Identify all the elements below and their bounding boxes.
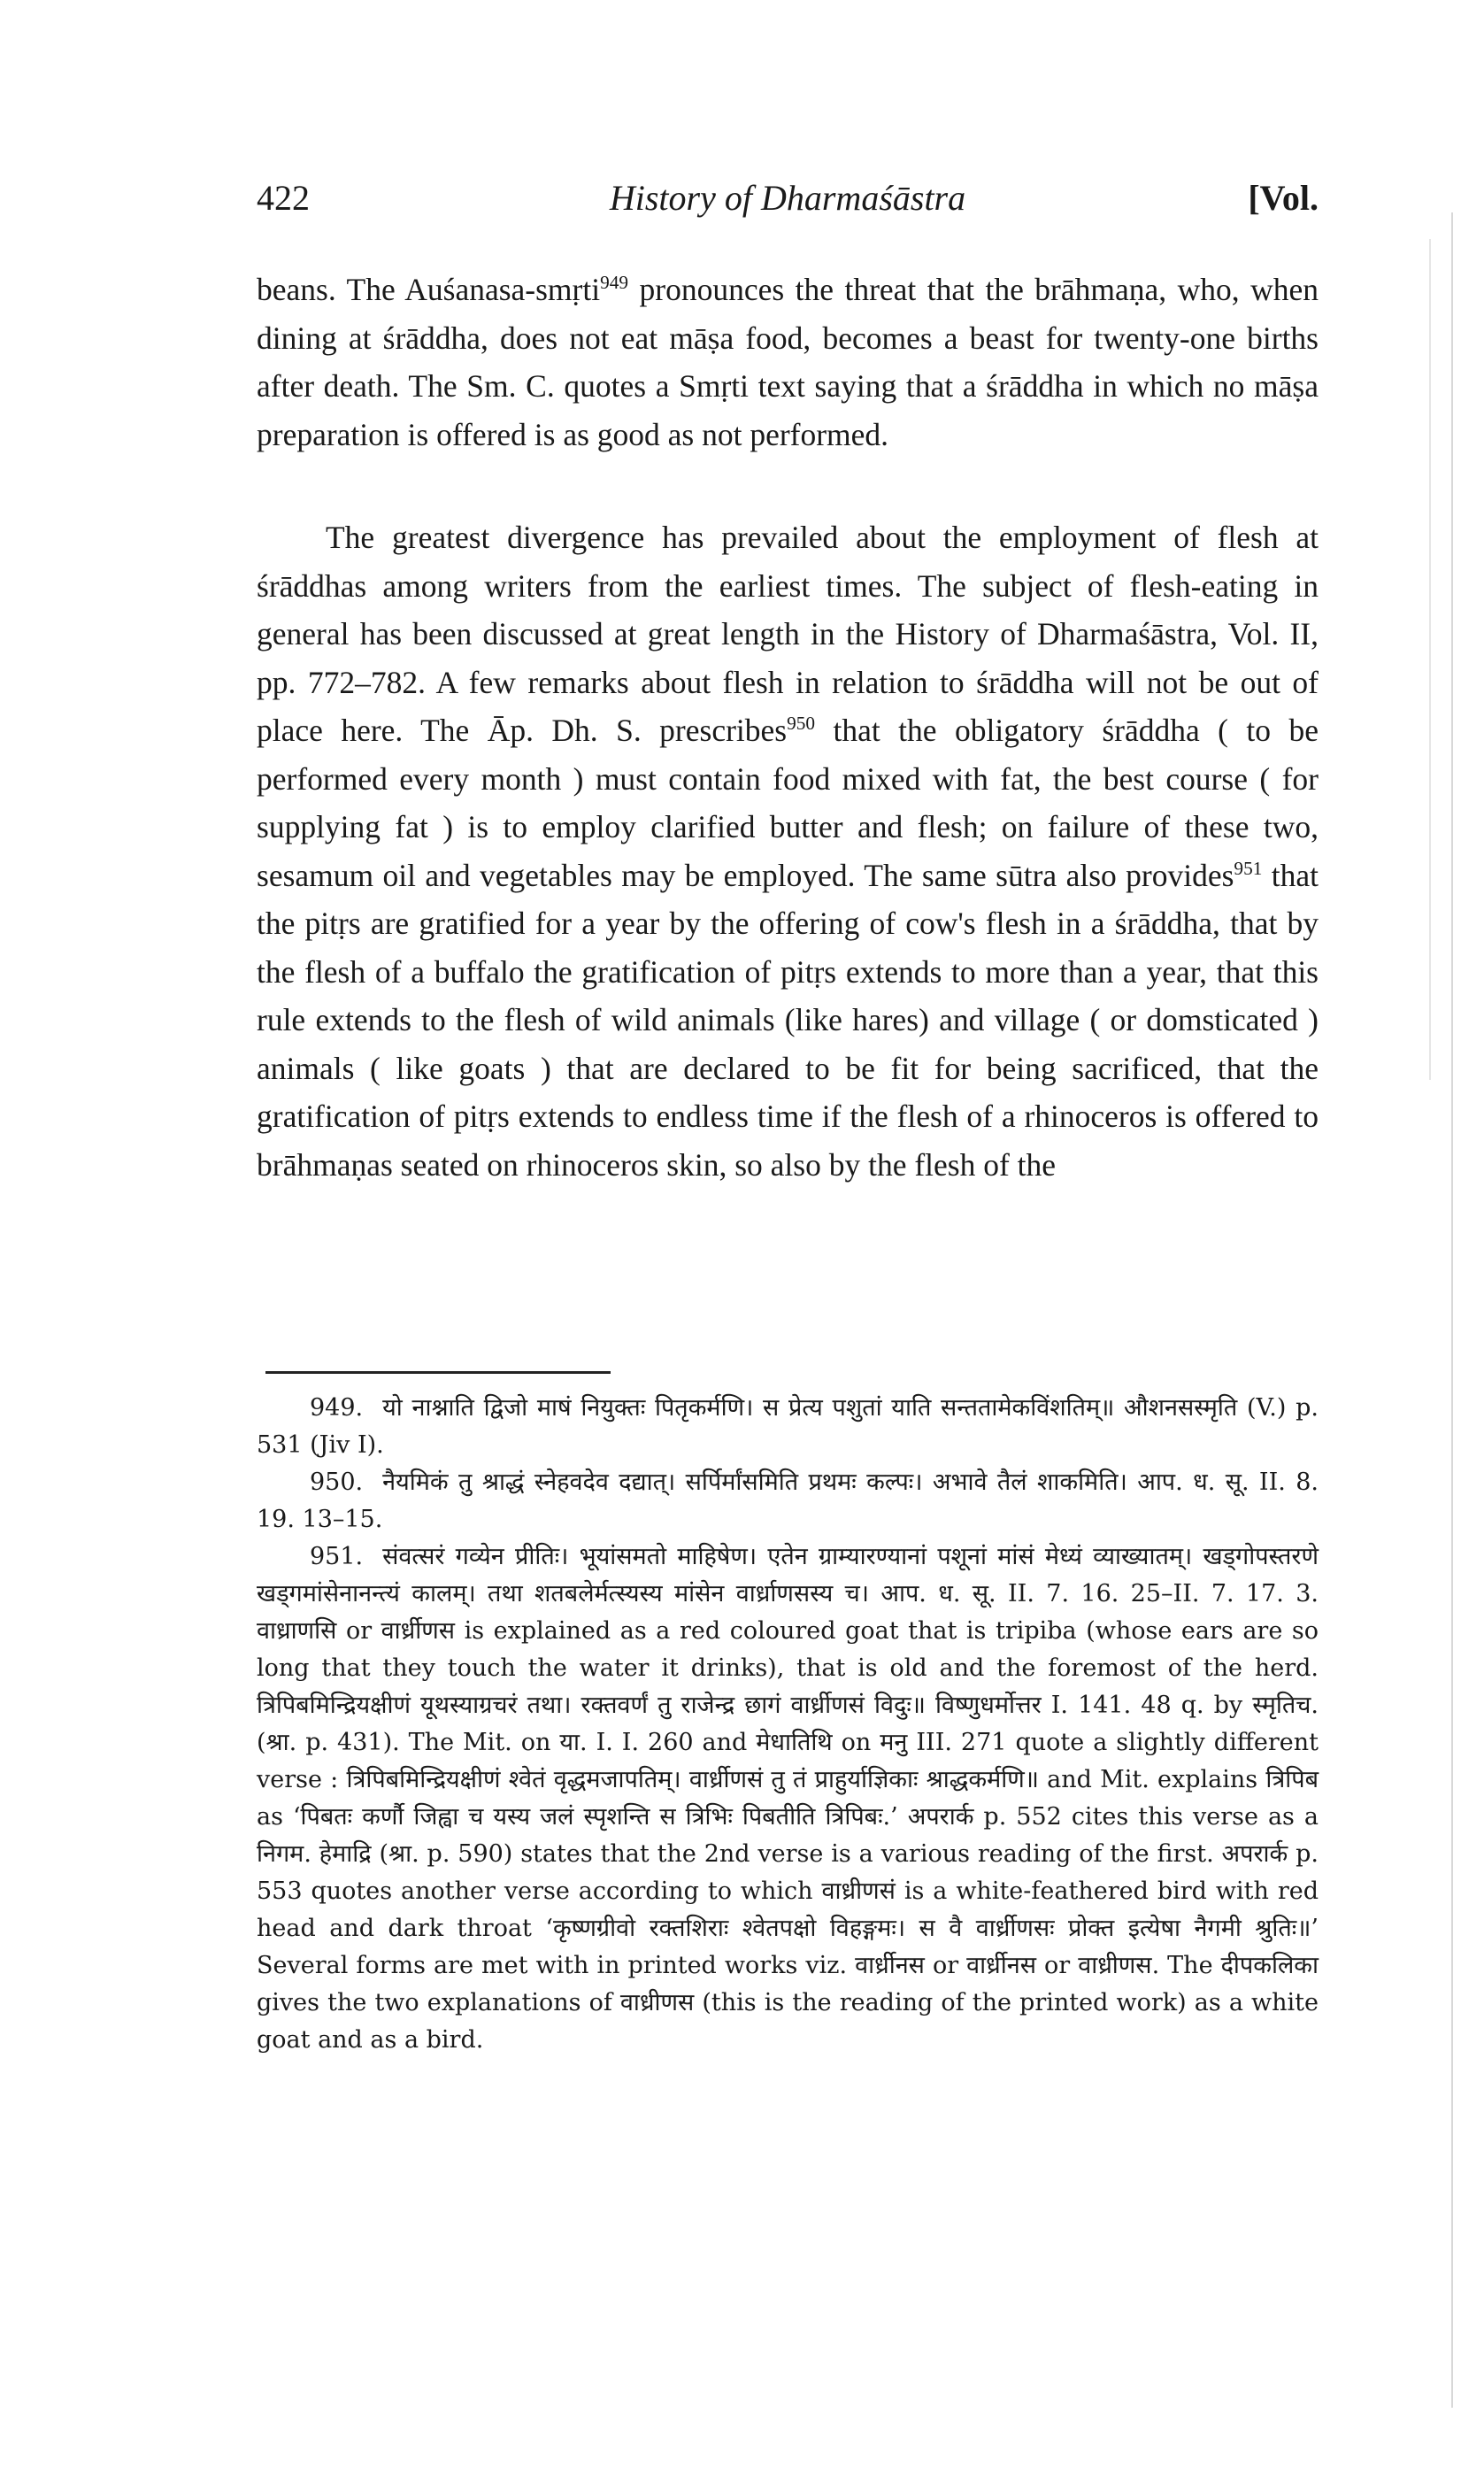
- paragraph-1-text-b: pronounces the threat that the brāhmaṇa, who, when dining at śrāddha, does not eat māṣa food, becomes a beast for twenty-one births after death. The Sm. C. quotes a Smṛti text saying that a śrāddha in which no māṣa preparation is offered is as good as not performed.: [257, 272, 1319, 452]
- footnote-ref-951[interactable]: 951: [1234, 857, 1263, 879]
- footnote-number: 950.: [310, 1469, 364, 1496]
- footnote-ref-949[interactable]: 949: [600, 272, 629, 294]
- paragraph-1: [257, 266, 1319, 459]
- paragraph-2-text-c: that the pitṛs are gratified for a year by the offering of cow's flesh in a śrāddha, that by the flesh of a buffalo the gratification of pitṛs extends to more than a year, that this rule extends to the flesh of wild animals (like hares) and village ( or domsticated ) animals ( like goats ) that are declared to be fit for being sacrificed, that the gratification of pitṛs extends to endless time if the flesh of a rhinoceros is offered to brāhmaṇas seated on rhinoceros skin, so also by the flesh of the: [257, 857, 1319, 1183]
- footnotes: [257, 1390, 1319, 2059]
- page-number: 422: [257, 178, 310, 218]
- paragraph-1-text-a: beans. The Auśanasa-smṛti: [257, 272, 601, 307]
- footnote-number: 949.: [310, 1394, 364, 1422]
- scan-margin-line: [1429, 239, 1431, 1080]
- footnote-ref-950[interactable]: 950: [787, 713, 816, 735]
- scan-margin-line: [1451, 212, 1453, 2408]
- volume-label: [Vol.: [1248, 178, 1319, 218]
- footnote-number: 951.: [310, 1543, 364, 1570]
- footnote-text: संवत्सरं गव्येन प्रीतिः। भूयांसमतो माहिषेण। एतेन ग्राम्यारण्यानां पशूनां मांसं मेध्यं व्याख्यातम्। खड्गोपस्तरणे खड्गमांसेनानन्त्यं कालम्। तथा शतबलेर्मत्स्यस्य मांसेन वार्ध्राणसस्य च। आप. ध. सू. II. 7. 16. 25–II. 7. 17. 3. वाध्राणसि or वार्ध्रीणस is explained as a red coloured goat that is tripiba (whose ears are so long that they touch the water it drinks), that is old and the foremost of the herd. त्रिपिबमिन्द्रियक्षीणं यूथस्याग्रचरं तथा। रक्तवर्णं तु राजेन्द्र छागं वार्ध्रीणसं विदुः॥ विष्णुधर्मोत्तर I. 141. 48 q. by स्मृतिच. (श्रा. p. 431). The Mit. on या. I. I. 260 and मेधातिथि on मनु III. 271 quote a slightly different verse : त्रिपिबमिन्द्रियक्षीणं श्वेतं वृद्धमजापतिम्। वार्ध्रीणसं तु तं प्राहुर्याज्ञिकाः श्राद्धकर्मणि॥ and Mit. explains त्रिपिब as ‘पिबतः कर्णौ जिह्वा च यस्य जलं स्पृशन्ति स त्रिभिः पिबतीति त्रिपिबः.’ अपरार्क p. 552 cites this verse as a निगम. हेमाद्रि (श्रा. p. 590) states that the 2nd verse is a various reading of the first. अपरार्क p. 553 quotes another verse according to which वाध्रीणसं is a white-feathered bird with red head and dark throat ‘कृष्णग्रीवो रक्तशिराः श्वेतपक्षो विहङ्गमः। स वै वार्ध्रीणसः प्रोक्त इत्येषा नैगमी श्रुतिः॥’ Several forms are met with in printed works viz. वार्ध्रीनस or वार्ध्रीनस or वाध्रीणस. The दीपकलिका gives the two explanations of वाध्रीणस (this is the reading of the printed work) as a white goat and as a bird.: [257, 1543, 1319, 2054]
- footnote-950: [257, 1464, 1319, 1538]
- page-header: [257, 177, 1319, 230]
- footnote-divider: [265, 1371, 611, 1374]
- paragraph-2: [257, 513, 1319, 1189]
- footnote-text: यो नाश्नाति द्विजो माषं नियुक्तः पितृकर्मणि। स प्रेत्य पशुतां याति सन्ततामेकविंशतिम्॥ औशनसस्मृति (V.) p. 531 (Jiv I).: [257, 1394, 1319, 1459]
- footnote-949: [257, 1390, 1319, 1464]
- paragraph-2-text-b: that the obligatory śrāddha ( to be performed every month ) must contain food mixed with fat, the best course ( for supplying fat ) is to employ clarified butter and flesh; on failure of these two, sesamum oil and vegetables may be employed. The same sūtra also provides: [257, 713, 1319, 893]
- footnote-text: नैयमिकं तु श्राद्धं स्नेहवदेव दद्यात्। सर्पिर्मांसमिति प्रथमः कल्पः। अभावे तैलं शाकमिति। आप. ध. सू. II. 8. 19. 13–15.: [257, 1469, 1319, 1533]
- footnote-951: [257, 1538, 1319, 2059]
- paragraph-2-text-a: The greatest divergence has prevailed about the employment of flesh at śrāddhas among writers from the earliest times. The subject of flesh-eating in general has been discussed at great length in the History of Dharmaśāstra, Vol. II, pp. 772–782. A few remarks about flesh in relation to śrāddha will not be out of place here. The Āp. Dh. S. prescribes: [257, 520, 1319, 748]
- running-title: History of Dharmaśāstra: [609, 178, 966, 218]
